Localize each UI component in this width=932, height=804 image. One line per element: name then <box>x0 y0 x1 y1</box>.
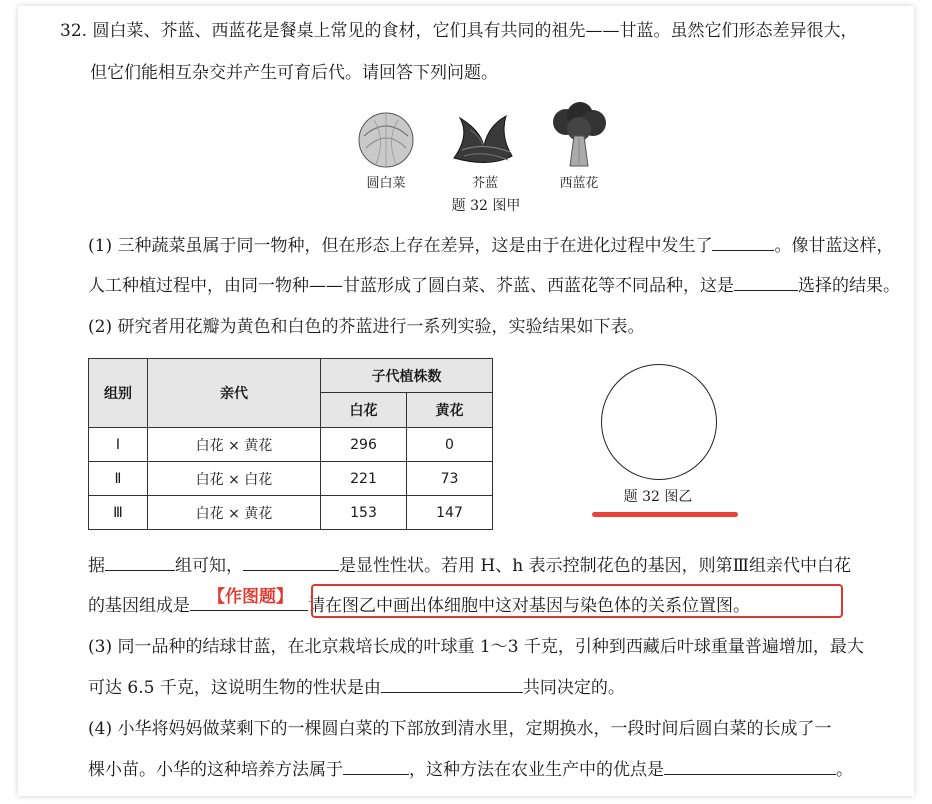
question-number: 32. <box>60 21 88 41</box>
part1-line2 <box>88 274 900 297</box>
question-intro-line1 <box>60 20 857 42</box>
cell-white: 153 <box>321 496 407 530</box>
answer-blank-factors[interactable] <box>381 676 523 693</box>
part2-text-a2: 组可知， <box>175 556 243 576</box>
answer-blank-method[interactable] <box>343 758 409 775</box>
cabbage-image <box>356 106 416 170</box>
cell-group: Ⅲ <box>89 496 148 530</box>
part4-line1: (4) 小华将妈妈做菜剩下的一棵圆白菜的下部放到清水里，定期换水，一段时间后圆白菜的长成了一 <box>88 719 832 739</box>
cell-yellow: 0 <box>407 428 493 462</box>
drawing-task-tag: 【作图题】 <box>208 587 293 607</box>
part2-text-b2: 请在图乙中画出体细胞中这对基因与染色体的关系位置图。 <box>308 596 750 616</box>
part1-text-d: 选择的结果。 <box>798 276 900 296</box>
worksheet-page <box>18 6 914 796</box>
table-row <box>89 496 493 530</box>
broccoli-image <box>548 102 610 170</box>
intro-text-1: 圆白菜、芥蓝、西蓝花是餐桌上常见的食材，它们具有共同的祖先——甘蓝。虽然它们形态差异很大， <box>92 21 858 41</box>
cabbage-label: 圆白菜 <box>366 176 406 191</box>
part4-text-b: ，这种方法在农业生产中的优点是 <box>409 760 664 780</box>
part3-text-a: 可达 6.5 千克，这说明生物的性状是由 <box>88 678 381 698</box>
cell-white: 221 <box>321 462 407 496</box>
cell-parent: 白花 × 黄花 <box>148 496 321 530</box>
header-offspring: 子代植株数 <box>321 359 493 393</box>
highlight-box <box>311 584 843 618</box>
part4-text-c: 。 <box>836 760 853 780</box>
part2-text-b1: 的基因组成是 <box>88 596 190 616</box>
cell-white: 296 <box>321 428 407 462</box>
header-yellow: 黄花 <box>407 393 493 428</box>
header-parent: 亲代 <box>148 359 321 428</box>
part1-text-c: 人工种植过程中，由同一物种——甘蓝形成了圆白菜、芥蓝、西蓝花等不同品种，这是 <box>88 276 734 296</box>
answer-blank-selection[interactable] <box>734 274 798 291</box>
part3-line2 <box>88 676 625 699</box>
broccoli-label: 西蓝花 <box>559 176 599 191</box>
table-row <box>89 462 493 496</box>
highlight-underline <box>592 512 738 517</box>
part3-line1: (3) 同一品种的结球甘蓝，在北京栽培长成的叶球重 1～3 千克，引种到西藏后叶球重量普遍增加，最大 <box>88 637 864 657</box>
cell-drawing-circle[interactable] <box>601 364 717 480</box>
part3-text-b: 共同决定的。 <box>522 678 625 698</box>
header-white: 白花 <box>321 393 407 428</box>
part2-text-a1: 据 <box>88 556 105 576</box>
kailan-image <box>450 106 520 170</box>
cell-group: Ⅰ <box>89 428 148 462</box>
answer-blank-dominant[interactable] <box>243 554 339 571</box>
part2-line-a <box>88 554 851 577</box>
cell-parent: 白花 × 白花 <box>148 462 321 496</box>
answer-blank-group[interactable] <box>105 554 175 571</box>
figure-a-caption: 题 32 图甲 <box>451 198 521 214</box>
figure-b-caption: 题 32 图乙 <box>623 489 693 505</box>
answer-blank-variation[interactable] <box>712 234 774 251</box>
kailan-label: 芥蓝 <box>471 176 498 191</box>
experiment-table <box>88 358 493 530</box>
cell-group: Ⅱ <box>89 462 148 496</box>
header-group: 组别 <box>89 359 148 428</box>
part1-text-a: (1) 三种蔬菜虽属于同一物种，但在形态上存在差异，这是由于在进化过程中发生了 <box>88 236 713 256</box>
part2-intro: (2) 研究者用花瓣为黄色和白色的芥蓝进行一系列实验，实验结果如下表。 <box>88 317 645 337</box>
part4-line2 <box>88 758 853 781</box>
part1-line1 <box>88 234 893 257</box>
part1-text-b: 。像甘蓝这样， <box>774 236 894 256</box>
cell-parent: 白花 × 黄花 <box>148 428 321 462</box>
table-row <box>89 428 493 462</box>
answer-blank-advantage[interactable] <box>664 758 836 775</box>
question-intro-line2: 但它们能相互杂交并产生可育后代。请回答下列问题。 <box>90 63 498 83</box>
cell-yellow: 147 <box>407 496 493 530</box>
cell-yellow: 73 <box>407 462 493 496</box>
part2-text-a3: 是显性性状。若用 H、h 表示控制花色的基因，则第Ⅲ组亲代中白花 <box>339 556 851 576</box>
part4-text-a: 棵小苗。小华的这种培养方法属于 <box>88 760 343 780</box>
